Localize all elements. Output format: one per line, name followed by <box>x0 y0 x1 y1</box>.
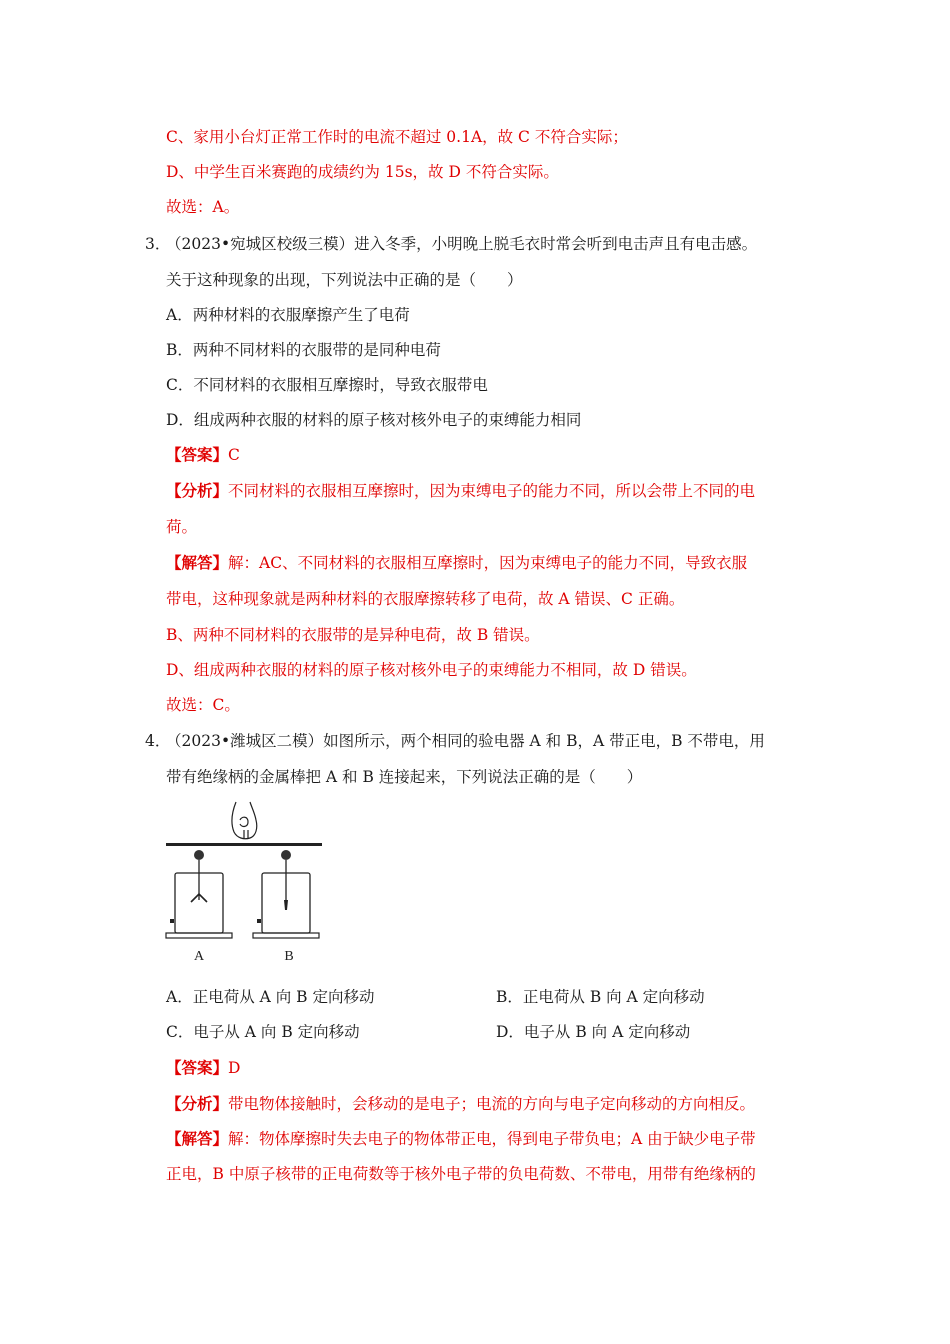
q3-option-a: A．两种材料的衣服摩擦产生了电荷 <box>166 306 410 324</box>
q4-solution-line1 <box>166 1128 756 1150</box>
q3-analysis-tag: 【分析】 <box>166 481 229 500</box>
q3-solution-line4: D、组成两种衣服的材料的原子核对核外电子的束缚能力不相同，故 D 错误。 <box>166 661 697 679</box>
q4-stem-line1: （2023•潍城区二模）如图所示，两个相同的验电器 A 和 B，A 带正电，B 不带电，用 <box>166 732 765 750</box>
electroscope-a <box>166 850 232 938</box>
q4-analysis-line1 <box>166 1093 755 1115</box>
q4-solution-line2: 正电，B 中原子核带的正电荷数等于核外电子带的负电荷数、不带电，用带有绝缘柄的 <box>166 1165 756 1183</box>
q4-answer-value: D <box>228 1059 241 1077</box>
q4-number: 4． <box>145 732 171 750</box>
q4-option-c: C．电子从 A 向 B 定向移动 <box>166 1023 360 1041</box>
q4-stem-line2: 带有绝缘柄的金属棒把 A 和 B 连接起来，下列说法正确的是（ ） <box>166 768 643 786</box>
q3-solution-text: 解：AC、不同材料的衣服相互摩擦时，因为束缚电子的能力不同，导致衣服 <box>228 554 748 572</box>
figure-label-a: A <box>193 949 205 964</box>
q3-solution-tag: 【解答】 <box>166 553 229 572</box>
q3-answer <box>166 444 240 466</box>
q3-solution-line3: B、两种不同材料的衣服带的是异种电荷，故 B 错误。 <box>166 626 540 644</box>
prev-solution-d: D、中学生百米赛跑的成绩约为 15s，故 D 不符合实际。 <box>166 163 559 181</box>
q3-stem-line2: 关于这种现象的出现，下列说法中正确的是（ ） <box>166 271 523 289</box>
q4-analysis-text: 带电物体接触时，会移动的是电子；电流的方向与电子定向移动的方向相反。 <box>228 1095 756 1113</box>
q3-stem-line1: （2023•宛城区校级三模）进入冬季，小明晚上脱毛衣时常会听到电击声且有电击感。 <box>166 235 758 253</box>
q3-number: 3． <box>145 235 171 253</box>
q3-answer-tag: 【答案】 <box>166 445 229 464</box>
q4-answer <box>166 1057 240 1079</box>
prev-solution-c: C、家用小台灯正常工作时的电流不超过 0.1A，故 C 不符合实际； <box>166 128 628 146</box>
q3-answer-value: C <box>228 446 240 464</box>
q3-option-d: D．组成两种衣服的材料的原子核对核外电子的束缚能力相同 <box>166 411 582 429</box>
q4-option-d: D．电子从 B 向 A 定向移动 <box>496 1023 691 1041</box>
q3-option-b: B．两种不同材料的衣服带的是同种电荷 <box>166 341 441 359</box>
q4-solution-text: 解：物体摩擦时失去电子的物体带正电，得到电子带负电；A 由于缺少电子带 <box>228 1130 756 1148</box>
electroscope-b <box>253 850 319 938</box>
metal-rod <box>166 843 322 846</box>
prev-conclusion: 故选：A。 <box>166 198 240 216</box>
q3-solution-line1 <box>166 552 747 574</box>
hand-icon <box>232 802 257 839</box>
q3-option-c: C．不同材料的衣服相互摩擦时，导致衣服带电 <box>166 376 488 394</box>
q3-conclusion: 故选：C。 <box>166 696 240 714</box>
q4-answer-tag: 【答案】 <box>166 1058 229 1077</box>
figure-label-b: B <box>284 949 294 964</box>
electroscope-figure <box>160 800 330 970</box>
q3-solution-line2: 带电，这种现象就是两种材料的衣服摩擦转移了电荷，故 A 错误、C 正确。 <box>166 590 685 608</box>
q4-analysis-tag: 【分析】 <box>166 1094 229 1113</box>
q4-option-b: B．正电荷从 B 向 A 定向移动 <box>496 988 705 1006</box>
q4-solution-tag: 【解答】 <box>166 1129 229 1148</box>
q4-option-a: A．正电荷从 A 向 B 定向移动 <box>166 988 375 1006</box>
q3-analysis-line1 <box>166 480 755 502</box>
q3-analysis-line2: 荷。 <box>166 518 198 536</box>
q3-analysis-text: 不同材料的衣服相互摩擦时，因为束缚电子的能力不同，所以会带上不同的电 <box>228 482 756 500</box>
